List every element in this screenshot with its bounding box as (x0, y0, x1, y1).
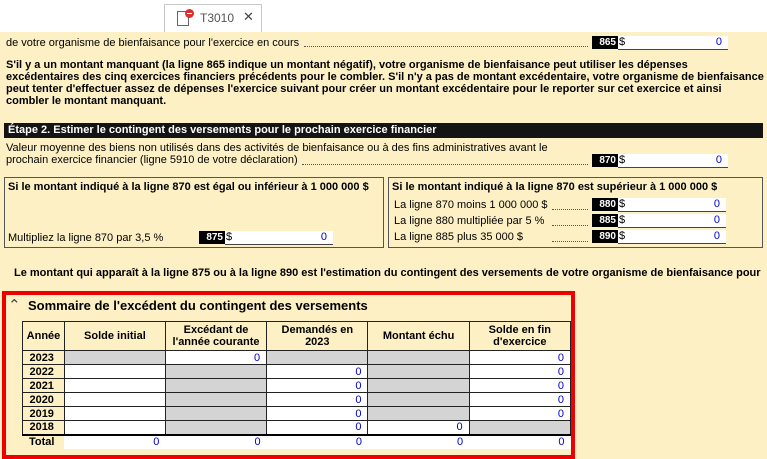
claimed-cell[interactable]: 0 (267, 407, 368, 421)
line-875-number: 875 (199, 231, 225, 244)
line-885-value: 0 (713, 214, 720, 226)
col-closing-balance: Solde en fin d'exercice (469, 322, 570, 351)
left-threshold-box (4, 177, 384, 248)
closing-cell[interactable]: 0 (469, 407, 570, 421)
line-880-text: La ligne 870 moins 1 000 000 $ (394, 199, 548, 211)
line-885-field[interactable] (618, 214, 726, 228)
year-cell: 2020 (23, 393, 65, 407)
excess-cell[interactable]: 0 (165, 351, 266, 365)
leader-dots (302, 164, 588, 165)
disabled-cell (368, 379, 469, 393)
opening-cell[interactable] (64, 421, 165, 435)
collapse-chevron-icon[interactable]: ⌃ (8, 297, 21, 314)
disabled-cell (368, 351, 469, 365)
summary-title: Sommaire de l'excédent du contingent des versements (28, 298, 368, 313)
line-870-value: 0 (715, 154, 722, 166)
table-row (23, 365, 571, 379)
missing-amount-paragraph (6, 59, 764, 107)
disabled-cell (165, 365, 266, 379)
paragraph-line: excédentaires des cinq exercices financiers précédents pour le combler. S'il n'y a pas de montant excédentaire, votre organisme de bienfaisance (6, 71, 764, 83)
disabled-cell (165, 421, 266, 435)
opening-cell[interactable] (64, 393, 165, 407)
closing-cell[interactable]: 0 (469, 379, 570, 393)
line-890-text: La ligne 885 plus 35 000 $ (394, 231, 524, 243)
currency-symbol: $ (226, 231, 233, 243)
line-880-value: 0 (713, 198, 720, 210)
total-row (23, 435, 571, 449)
right-threshold-box (388, 177, 763, 248)
line-870-text-2: prochain exercice financier (ligne 5910 de votre déclaration) (6, 154, 298, 166)
tab-bar (0, 0, 767, 32)
year-cell: 2023 (23, 351, 65, 365)
tab-t3010[interactable] (164, 4, 262, 32)
line-870-field[interactable] (618, 154, 728, 168)
close-icon[interactable]: ✕ (243, 9, 254, 24)
opening-cell[interactable] (64, 407, 165, 421)
summary-table (22, 321, 571, 449)
currency-symbol: $ (619, 198, 626, 210)
opening-cell[interactable] (64, 365, 165, 379)
right-box-title: Si le montant indiqué à la ligne 870 est supérieur à 1 000 000 $ (392, 181, 718, 193)
disabled-cell (165, 379, 266, 393)
year-cell: 2019 (23, 407, 65, 421)
total-claimed-cell: 0 (267, 435, 368, 449)
total-opening-cell: 0 (64, 435, 165, 449)
line-890-field[interactable] (618, 230, 726, 244)
leader-dots (552, 241, 588, 242)
table-row (23, 407, 571, 421)
expired-cell[interactable]: 0 (368, 421, 469, 435)
line-890-value: 0 (713, 230, 720, 242)
line-885-number: 885 (592, 214, 618, 227)
col-year: Année (23, 322, 65, 351)
line-875-text: Multipliez la ligne 870 par 3,5 % (8, 232, 164, 244)
line-865-field[interactable] (618, 36, 728, 50)
year-cell: 2018 (23, 421, 65, 435)
line-875-field[interactable] (225, 231, 333, 245)
opening-cell[interactable] (64, 379, 165, 393)
year-cell: 2021 (23, 379, 65, 393)
closing-cell[interactable]: 0 (469, 351, 570, 365)
paragraph-line: combler le montant manquant. (6, 95, 167, 107)
line-885-text: La ligne 880 multipliée par 5 % (394, 215, 545, 227)
disabled-cell (165, 393, 266, 407)
currency-symbol: $ (619, 214, 626, 226)
line-870-text-1: Valeur moyenne des biens non utilisés dans des activités de bienfaisance ou à des fins administratives avant le (6, 142, 548, 154)
table-row (23, 393, 571, 407)
currency-symbol: $ (619, 230, 626, 242)
line-875-value: 0 (320, 231, 327, 243)
line-880-number: 880 (592, 198, 618, 211)
step-2-header: Étape 2. Estimer le contingent des versements pour le prochain exercice financier (4, 123, 763, 138)
closing-cell[interactable]: 0 (469, 365, 570, 379)
claimed-cell[interactable]: 0 (267, 421, 368, 435)
disabled-cell (368, 365, 469, 379)
line-870-text (6, 142, 548, 166)
leader-dots (304, 46, 588, 47)
total-excess-cell: 0 (165, 435, 266, 449)
total-closing-cell: 0 (469, 435, 570, 449)
claimed-cell[interactable]: 0 (267, 365, 368, 379)
error-icon (185, 9, 194, 18)
leader-dots (552, 225, 588, 226)
summary-panel (2, 291, 575, 459)
col-opening-balance: Solde initial (64, 322, 165, 351)
paragraph-line: peut tenter d'effectuer assez de dépenses l'exercice suivant pour créer un montant excédentaire pour le reporter sur cet exercice et ainsi (6, 83, 722, 95)
col-claimed-2023: Demandés en 2023 (267, 322, 368, 351)
line-865-value: 0 (715, 36, 722, 48)
leader-dots (552, 209, 588, 210)
disabled-cell (368, 393, 469, 407)
total-label: Total (23, 435, 65, 449)
line-865-text: de votre organisme de bienfaisance pour l'exercice en cours (6, 37, 300, 49)
disabled-cell (165, 407, 266, 421)
tab-label: T3010 (200, 11, 235, 25)
estimate-note: Le montant qui apparaît à la ligne 875 ou à la ligne 890 est l'estimation du contingent des versements de votre organisme de bienfaisance pour (14, 267, 761, 279)
claimed-cell[interactable]: 0 (267, 393, 368, 407)
table-row (23, 421, 571, 435)
disabled-cell (64, 351, 165, 365)
disabled-cell (267, 351, 368, 365)
col-current-year-excess: Excédant de l'année courante (165, 322, 266, 351)
disabled-cell (368, 407, 469, 421)
line-870-number: 870 (592, 154, 618, 167)
form-area (0, 32, 767, 459)
col-expired-amount: Montant échu (368, 322, 469, 351)
table-row (23, 379, 571, 393)
paragraph-line: S'il y a un montant manquant (la ligne 865 indique un montant négatif), votre organisme de bienfaisance peut utiliser les dépenses (6, 59, 688, 71)
closing-cell[interactable]: 0 (469, 393, 570, 407)
line-880-field[interactable] (618, 198, 726, 212)
left-box-title: Si le montant indiqué à la ligne 870 est égal ou inférieur à 1 000 000 $ (8, 181, 369, 193)
claimed-cell[interactable]: 0 (267, 379, 368, 393)
disabled-cell (469, 421, 570, 435)
line-865-number: 865 (592, 36, 618, 49)
currency-symbol: $ (619, 154, 626, 166)
year-cell: 2022 (23, 365, 65, 379)
line-890-number: 890 (592, 230, 618, 243)
total-expired-cell: 0 (368, 435, 469, 449)
currency-symbol: $ (619, 36, 626, 48)
table-row (23, 351, 571, 365)
